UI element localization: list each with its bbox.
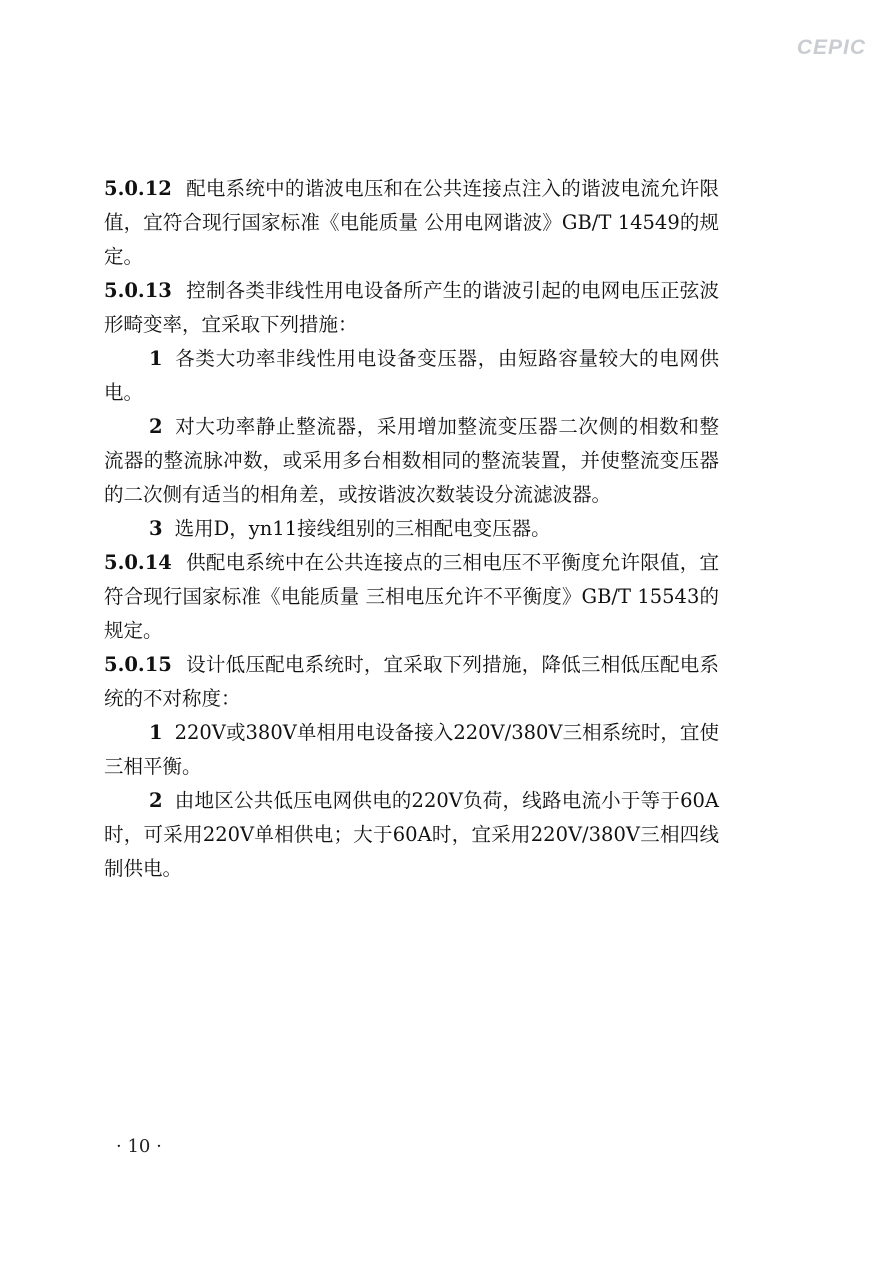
item-text: 选用D，yn11接线组别的三相配电变压器。 bbox=[174, 517, 551, 540]
clause-5-0-13-item-3 bbox=[104, 512, 719, 546]
clause-number: 5.0.13 bbox=[104, 279, 172, 302]
clause-number: 5.0.12 bbox=[104, 177, 172, 200]
clause-5-0-15-item-2 bbox=[104, 784, 719, 886]
clause-5-0-12 bbox=[104, 172, 719, 274]
clause-number: 5.0.15 bbox=[104, 653, 172, 676]
item-number: 2 bbox=[149, 415, 163, 438]
clause-text: 供配电系统中在公共连接点的三相电压不平衡度允许限值，宜符合现行国家标准《电能质量 三相电压允许不平衡度》GB/T 15543的规定。 bbox=[104, 551, 719, 642]
clause-5-0-13 bbox=[104, 274, 719, 342]
item-number: 3 bbox=[149, 517, 163, 540]
item-number: 2 bbox=[149, 789, 163, 812]
item-text: 220V或380V单相用电设备接入220V/380V三相系统时，宜使三相平衡。 bbox=[104, 721, 719, 778]
clause-5-0-14 bbox=[104, 546, 719, 648]
cepic-logo: CEPIC bbox=[796, 36, 866, 59]
clause-text: 设计低压配电系统时，宜采取下列措施，降低三相低压配电系统的不对称度： bbox=[104, 653, 719, 710]
clause-text: 配电系统中的谐波电压和在公共连接点注入的谐波电流允许限值，宜符合现行国家标准《电能质量 公用电网谐波》GB/T 14549的规定。 bbox=[104, 177, 719, 268]
clause-text: 控制各类非线性用电设备所产生的谐波引起的电网电压正弦波形畸变率，宜采取下列措施： bbox=[104, 279, 719, 336]
clause-5-0-15-item-1 bbox=[104, 716, 719, 784]
item-number: 1 bbox=[149, 721, 163, 744]
clause-number: 5.0.14 bbox=[104, 551, 172, 574]
item-text: 各类大功率非线性用电设备变压器，由短路容量较大的电网供电。 bbox=[104, 347, 719, 404]
item-number: 1 bbox=[149, 347, 163, 370]
page-number: · 10 · bbox=[116, 1136, 162, 1157]
clause-5-0-15 bbox=[104, 648, 719, 716]
clause-5-0-13-item-1 bbox=[104, 342, 719, 410]
item-text: 由地区公共低压电网供电的220V负荷，线路电流小于等于60A时，可采用220V单相供电；大于60A时，宜采用220V/380V三相四线制供电。 bbox=[104, 789, 719, 880]
item-text: 对大功率静止整流器，采用增加整流变压器二次侧的相数和整流器的整流脉冲数，或采用多台相数相同的整流装置，并使整流变压器的二次侧有适当的相角差，或按谐波次数装设分流滤波器。 bbox=[104, 415, 719, 506]
document-body bbox=[104, 172, 719, 886]
clause-5-0-13-item-2 bbox=[104, 410, 719, 512]
